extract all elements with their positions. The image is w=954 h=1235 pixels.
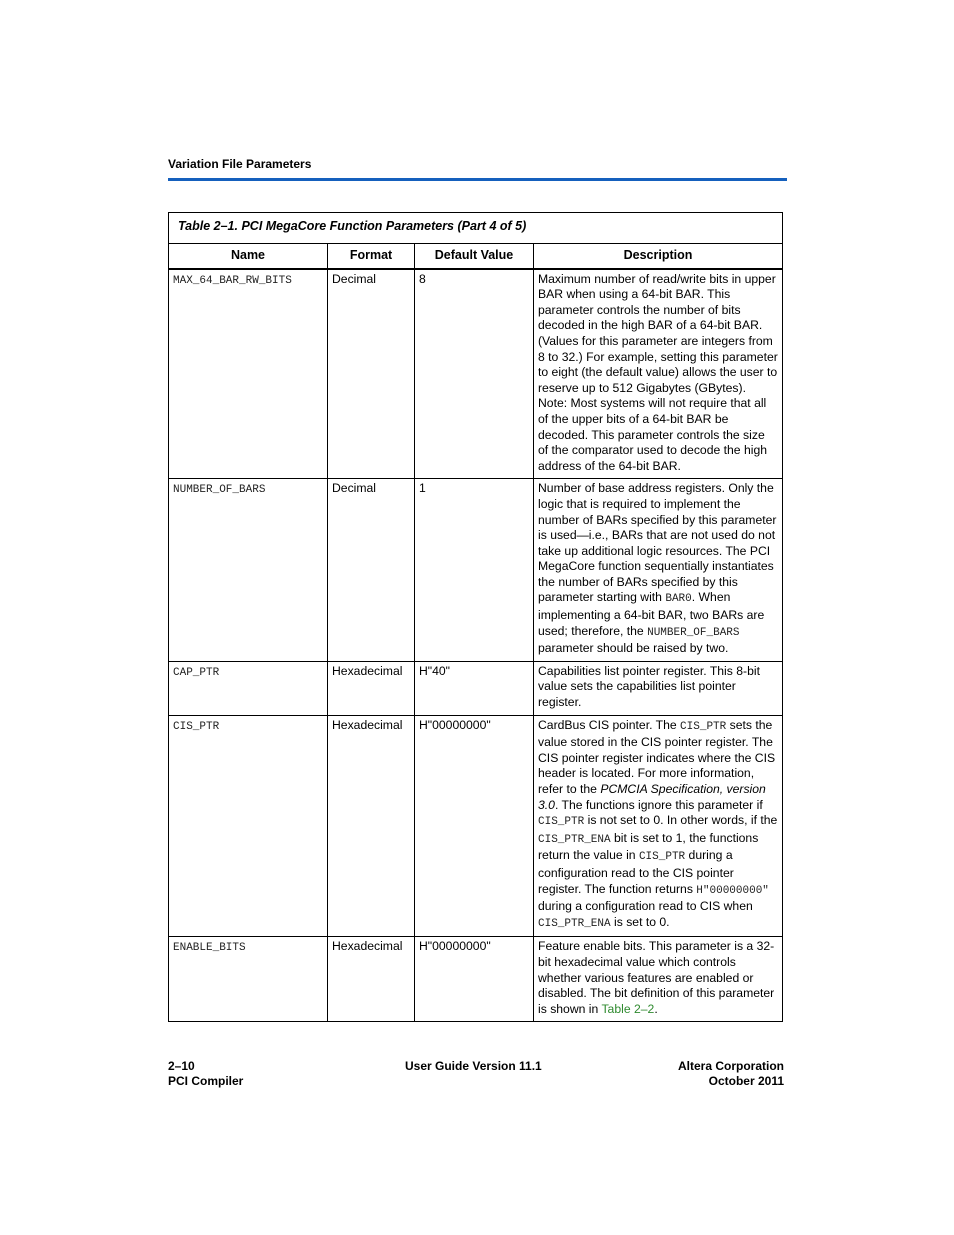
header-rule <box>168 178 787 181</box>
code-text: CIS_PTR_ENA <box>538 833 611 846</box>
param-name-cell <box>169 479 328 662</box>
param-name-cell <box>169 715 328 937</box>
table-caption: Table 2–1. PCI MegaCore Function Parameters (Part 4 of 5) <box>169 213 783 244</box>
param-name: MAX_64_BAR_RW_BITS <box>173 274 292 287</box>
description-text: . The functions ignore this parameter if <box>554 797 763 812</box>
footer-center <box>405 1059 542 1074</box>
description-text: bit is set to 1, the functions return the value in <box>538 830 759 863</box>
table-row <box>169 937 783 1022</box>
parameters-table <box>168 212 783 1022</box>
param-name: NUMBER_OF_BARS <box>173 484 266 497</box>
page-number: 2–10 <box>168 1059 195 1073</box>
table-row <box>169 269 783 479</box>
param-format: Decimal <box>328 269 415 479</box>
company-name: Altera Corporation <box>677 1059 784 1073</box>
description-text: Number of base address registers. Only the logic that is required to implement the number of BARs specified by this parameter is used—i.e., BARs that are not used do not take up additional logic resources. The PCI MegaCore function sequentially instantiates the number of BARs specified by this parameter starting with <box>538 481 777 605</box>
param-name: CIS_PTR <box>173 720 220 733</box>
footer-right <box>678 1059 784 1089</box>
description-text: Capabilities list pointer register. This 8-bit value sets the capabilities list pointer register. <box>538 663 760 710</box>
code-text: BAR0 <box>665 593 692 606</box>
description-text: Feature enable bits. This parameter is a 32-bit hexadecimal value which controls whether various features are enabled or disabled. The bit definition of this parameter is shown in <box>538 939 775 1016</box>
param-name-cell <box>169 269 328 479</box>
column-header-name: Name <box>169 244 328 269</box>
code-text: CIS_PTR <box>538 816 585 829</box>
param-default-value: 8 <box>415 269 534 479</box>
param-format: Decimal <box>328 479 415 662</box>
code-text: CIS_PTR_ENA <box>538 917 611 930</box>
section-header: Variation File Parameters <box>168 157 312 171</box>
param-default-value: H"40" <box>415 661 534 715</box>
column-header-default-value: Default Value <box>415 244 534 269</box>
description-text: sets the value stored in the CIS pointer register. The CIS pointer register indicates where the CIS header is located. For more information, refer to the <box>538 717 776 796</box>
param-format: Hexadecimal <box>328 661 415 715</box>
param-description <box>534 269 783 479</box>
description-text: parameter should be raised by two. <box>538 641 729 656</box>
code-text: NUMBER_OF_BARS <box>647 626 740 639</box>
guide-version: User Guide Version 11.1 <box>405 1059 542 1073</box>
description-text: is set to 0. <box>610 914 670 929</box>
param-default-value: H"00000000" <box>415 937 534 1022</box>
table-cross-reference-link[interactable]: Table 2–2 <box>601 1001 655 1016</box>
code-text: H"00000000" <box>696 884 769 897</box>
footer-left <box>168 1059 243 1089</box>
description-text: during a configuration read to CIS when <box>538 899 753 914</box>
description-text: . When implementing a 64-bit BAR, two BARs are used; therefore, the <box>538 590 765 638</box>
param-name-cell <box>169 937 328 1022</box>
description-text: . <box>654 1001 658 1016</box>
description-text: is not set to 0. In other words, if the <box>584 813 778 828</box>
param-default-value: 1 <box>415 479 534 662</box>
param-format: Hexadecimal <box>328 937 415 1022</box>
column-header-description: Description <box>534 244 783 269</box>
param-description <box>534 715 783 937</box>
table-row <box>169 479 783 662</box>
description-text: CardBus CIS pointer. The <box>538 717 681 732</box>
param-format: Hexadecimal <box>328 715 415 937</box>
document-title-reference: PCMCIA Specification, version 3.0 <box>538 782 766 812</box>
description-text: Maximum number of read/write bits in upper BAR when using a 64-bit BAR. This parameter controls the number of bits decoded in the high BAR of a 64-bit BAR. (Values for this parameter are integers from 8 to 32.) For example, setting this parameter to eight (the default value) allows the user to reserve up to 512 Gigabytes (GBytes). Note: Most systems will not require that all of the upper bits of a 64-bit BAR be decoded. This parameter controls the size of the comparator used to decode the high address of the 64-bit BAR. <box>538 271 778 473</box>
param-name: ENABLE_BITS <box>173 942 246 955</box>
description-text: during a configuration read to the CIS pointer register. The function returns <box>538 848 734 896</box>
param-description <box>534 937 783 1022</box>
product-name: PCI Compiler <box>168 1074 244 1088</box>
column-header-format: Format <box>328 244 415 269</box>
code-text: CIS_PTR <box>680 720 727 733</box>
table-row <box>169 661 783 715</box>
param-name-cell <box>169 661 328 715</box>
code-text: CIS_PTR <box>638 851 686 864</box>
param-default-value: H"00000000" <box>415 715 534 937</box>
param-description <box>534 661 783 715</box>
param-name: CAP_PTR <box>173 666 220 679</box>
publication-date: October 2011 <box>708 1074 784 1088</box>
table-row <box>169 715 783 937</box>
param-description <box>534 479 783 662</box>
